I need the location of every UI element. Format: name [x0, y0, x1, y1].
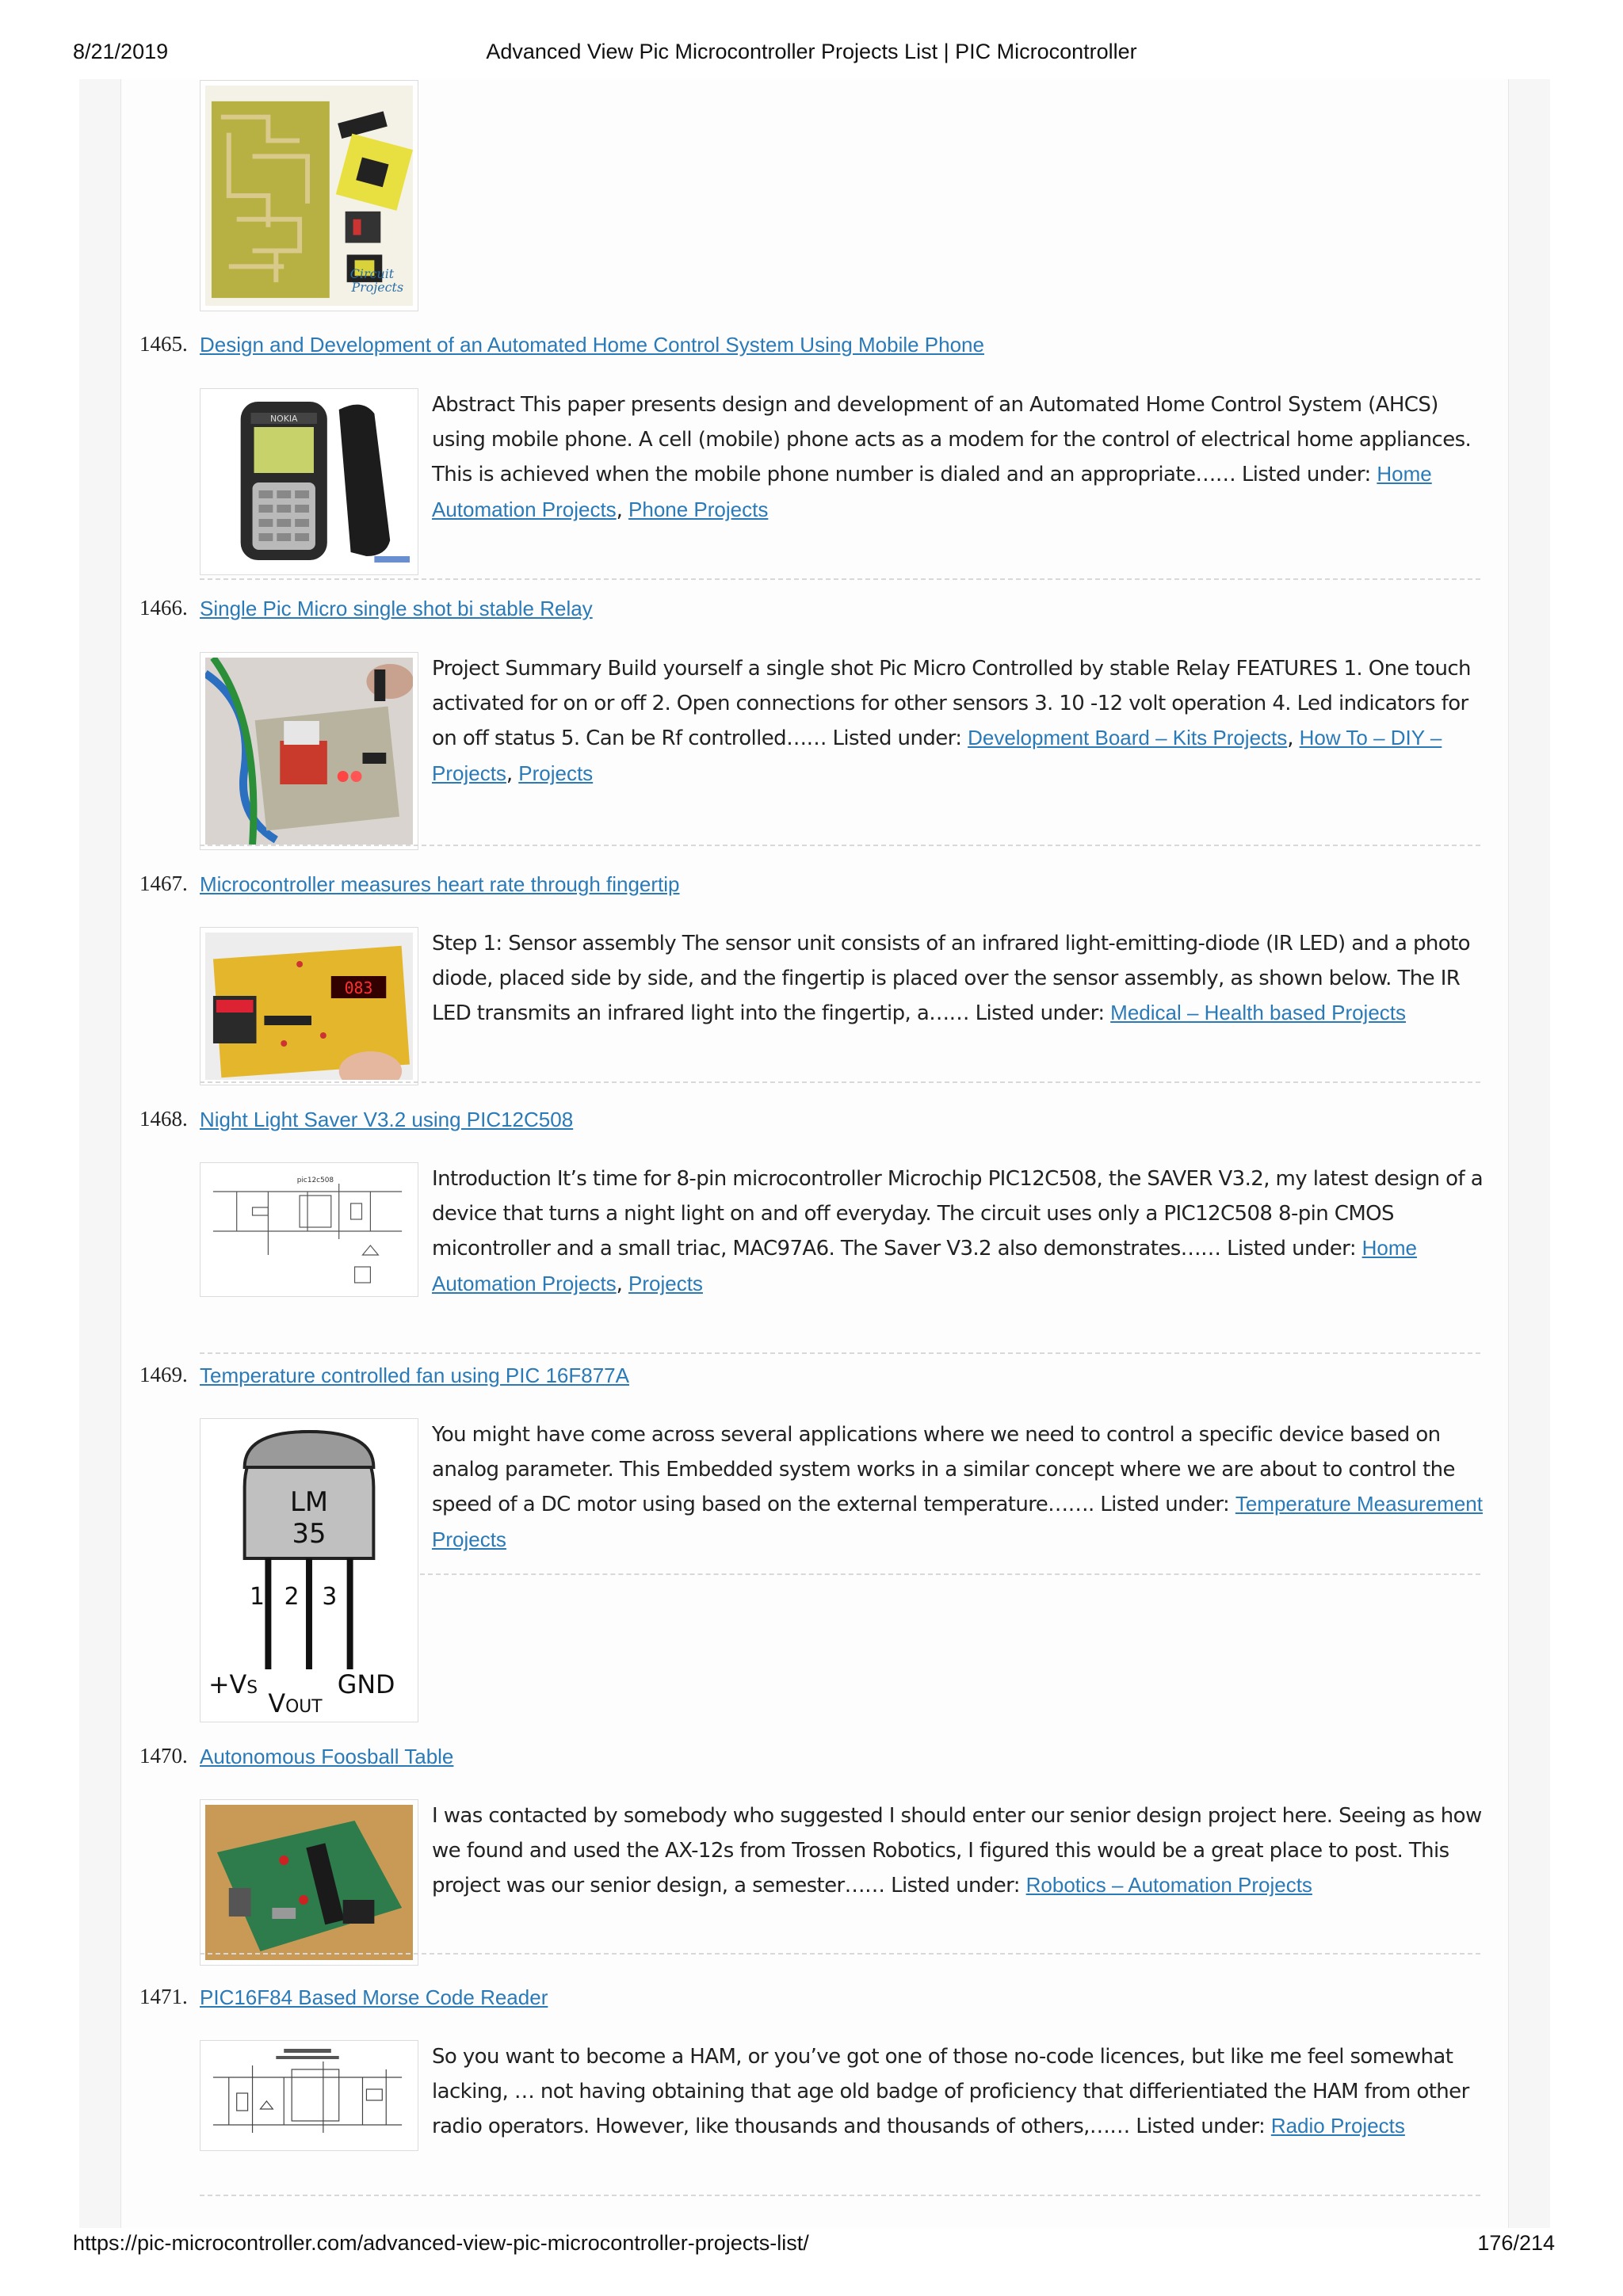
project-description: [432, 1799, 1486, 1904]
description-text: I was contacted by somebody who suggested I should enter our senior design project here. Seeing as how we found and used the AX-12s from Trossen Robotics, I figured this would be a great place to post. This project was our senior design, a semester…… Listed under:: [432, 1804, 1482, 1897]
project-description: Introduction It’s time for 8-pin microcontroller Microchip PIC12C508, the SAVER V3.2, my latest design of a device that turns a night light on and off everyday. The circuit uses only a PIC12C508 8-pin CMOS micontroller and a small triac, MAC97A6. The Saver V3.2 also demonstrates…… Listed under: Home Automation Projects, Projects: [432, 1167, 1484, 1296]
relay-board-image: [205, 658, 413, 845]
print-header: [0, 40, 1623, 71]
brand-line2: Projects: [351, 280, 404, 296]
item-number: 1469.: [139, 1363, 188, 1386]
description-text: So you want to become a HAM, or you’ve got one of those no-code licences, but like me feel somewhat lacking, … not having obtaining that age old badge of proficiency that differientiated the HAM from other radio operators. However, like thousands and thousands of others,…… Listed under:: [432, 2045, 1469, 2138]
project-title-link[interactable]: Autonomous Foosball Table: [200, 1745, 454, 1768]
category-link[interactable]: Home Automation Projects: [432, 1236, 1417, 1295]
project-title-link[interactable]: Design and Development of an Automated Home Control System Using Mobile Phone: [200, 333, 984, 357]
project-thumbnail[interactable]: [200, 1799, 418, 1966]
category-link[interactable]: Medical – Health based Projects: [1110, 1001, 1407, 1024]
pin-2-label: 2: [284, 1582, 300, 1611]
item-separator: [200, 1081, 1480, 1083]
project-description: [432, 2040, 1486, 2145]
category-link[interactable]: Home Automation Projects: [432, 462, 1432, 521]
night-light-schematic-image: [205, 1168, 413, 1291]
project-title-link[interactable]: PIC16F84 Based Morse Code Reader: [200, 1985, 548, 2009]
item-number: 1467.: [139, 871, 188, 895]
item-number: 1470.: [139, 1744, 188, 1768]
project-thumbnail[interactable]: [200, 1418, 418, 1722]
schematic-chip-label: pic12c508: [296, 1176, 334, 1185]
description-text: Project Summary Build yourself a single shot Pic Micro Controlled by stable Relay FEATURES 1. One touch activated for on or off 2. Open connections for other sensors 3. 10 -12 volt operation 4. Led indicators for on off status 5. Can be Rf controlled…… Listed under:: [432, 657, 1471, 750]
category-link[interactable]: Temperature Measurement Projects: [432, 1492, 1483, 1551]
item-separator: [200, 2195, 1480, 2196]
pin-vout-label: VOUT: [268, 1688, 323, 1717]
project-title-link[interactable]: Night Light Saver V3.2 using PIC12C508: [200, 1108, 574, 1131]
description-text: Step 1: Sensor assembly The sensor unit consists of an infrared light-emitting-diode (IR LED) and a photo diode, placed side by side, and the fingertip is placed over the sensor assembly, as shown below. The IR LED transmits an infrared light into the fingertip, a…… Listed under:: [432, 932, 1470, 1025]
pin-1-label: 1: [250, 1582, 265, 1611]
project-thumbnail[interactable]: [200, 388, 418, 575]
project-thumbnail[interactable]: [200, 652, 418, 850]
project-description: Abstract This paper presents design and development of an Automated Home Control System (AHCS) using mobile phone. A cell (mobile) phone acts as a modem for the control of electrical home appliances. This is achieved when the mobile phone number is dialed and an appropriate…… Listed under: Home Automation Projects, Phone Projects: [432, 393, 1472, 522]
project-description: [432, 1418, 1486, 1558]
category-link[interactable]: Development Board – Kits Projects: [968, 726, 1288, 749]
pin-vs-label: +VS: [208, 1669, 258, 1700]
print-footer: [0, 2231, 1623, 2263]
print-url: https://pic-microcontroller.com/advanced-view-pic-microcontroller-projects-list/: [73, 2231, 809, 2255]
project-title-link[interactable]: Single Pic Micro single shot bi stable Relay: [200, 597, 593, 620]
brand-line1: Circuit: [349, 266, 395, 282]
category-link[interactable]: Radio Projects: [1270, 2114, 1405, 2138]
project-thumbnail[interactable]: [200, 927, 418, 1085]
category-link[interactable]: Projects: [518, 761, 594, 785]
item-number: 1468.: [139, 1107, 188, 1131]
category-link[interactable]: Robotics – Automation Projects: [1025, 1873, 1312, 1897]
pcb-relay-image: [205, 86, 413, 306]
print-page-title: Advanced View Pic Microcontroller Projects List | PIC Microcontroller: [486, 40, 1137, 63]
project-thumbnail[interactable]: [200, 2040, 418, 2151]
sensor-label-top: LM: [290, 1486, 328, 1518]
description-text: Abstract This paper presents design and development of an Automated Home Control System (AHCS) using mobile phone. A cell (mobile) phone acts as a modem for the control of electrical home appliances. This is achieved when the mobile phone number is dialed and an appropriate…… Listed under:: [432, 393, 1472, 486]
item-separator: [420, 1573, 1480, 1575]
heart-rate-board-image: [205, 933, 413, 1080]
item-number: 1465.: [139, 332, 188, 356]
morse-reader-schematic-image: [205, 2046, 413, 2145]
pcb-relay-thumbnail[interactable]: [200, 80, 418, 311]
category-link[interactable]: Projects: [628, 1271, 703, 1295]
heart-rate-display: 083: [344, 978, 373, 998]
category-link[interactable]: How To – DIY – Projects: [432, 726, 1442, 785]
lm35-sensor-diagram: [205, 1424, 413, 1717]
print-date: 8/21/2019: [73, 40, 169, 63]
description-text: You might have come across several applications where we need to control a specific device based on analog parameter. This Embedded system works in a similar concept where we are about to control the speed of a DC motor using based on the external temperature……. Listed under:: [432, 1423, 1455, 1516]
item-separator: [200, 578, 1480, 580]
item-separator: [200, 845, 1480, 846]
project-description: [432, 927, 1486, 1032]
phone-brand: NOKIA: [269, 413, 298, 425]
foosball-board-image: [205, 1805, 413, 1960]
description-text: Introduction It’s time for 8-pin microcontroller Microchip PIC12C508, the SAVER V3.2, my latest design of a device that turns a night light on and off everyday. The circuit uses only a PIC12C508 8-pin CMOS micontroller and a small triac, MAC97A6. The Saver V3.2 also demonstrates…… Listed under:: [432, 1167, 1484, 1261]
item-separator: [200, 1352, 1480, 1354]
item-number: 1471.: [139, 1985, 188, 2008]
pin-3-label: 3: [322, 1582, 338, 1611]
project-title-link[interactable]: Microcontroller measures heart rate through fingertip: [200, 872, 680, 896]
sensor-label-bottom: 35: [292, 1517, 327, 1550]
project-title-link[interactable]: Temperature controlled fan using PIC 16F877A: [200, 1363, 629, 1387]
page-counter: 176/214: [1477, 2231, 1555, 2255]
project-thumbnail[interactable]: [200, 1162, 418, 1297]
pin-gnd-label: GND: [337, 1669, 395, 1700]
item-separator: [200, 1953, 1480, 1955]
project-description: Project Summary Build yourself a single shot Pic Micro Controlled by stable Relay FEATURES 1. One touch activated for on or off 2. Open connections for other sensors 3. 10 -12 volt operation 4. Led indicators for on off status 5. Can be Rf controlled…… Listed under: Development Board – Kits Projects, How To – DIY – Projects, Projects: [432, 657, 1471, 786]
mobile-phone-image: [205, 394, 413, 570]
item-number: 1466.: [139, 596, 188, 620]
category-link[interactable]: Phone Projects: [628, 497, 769, 521]
